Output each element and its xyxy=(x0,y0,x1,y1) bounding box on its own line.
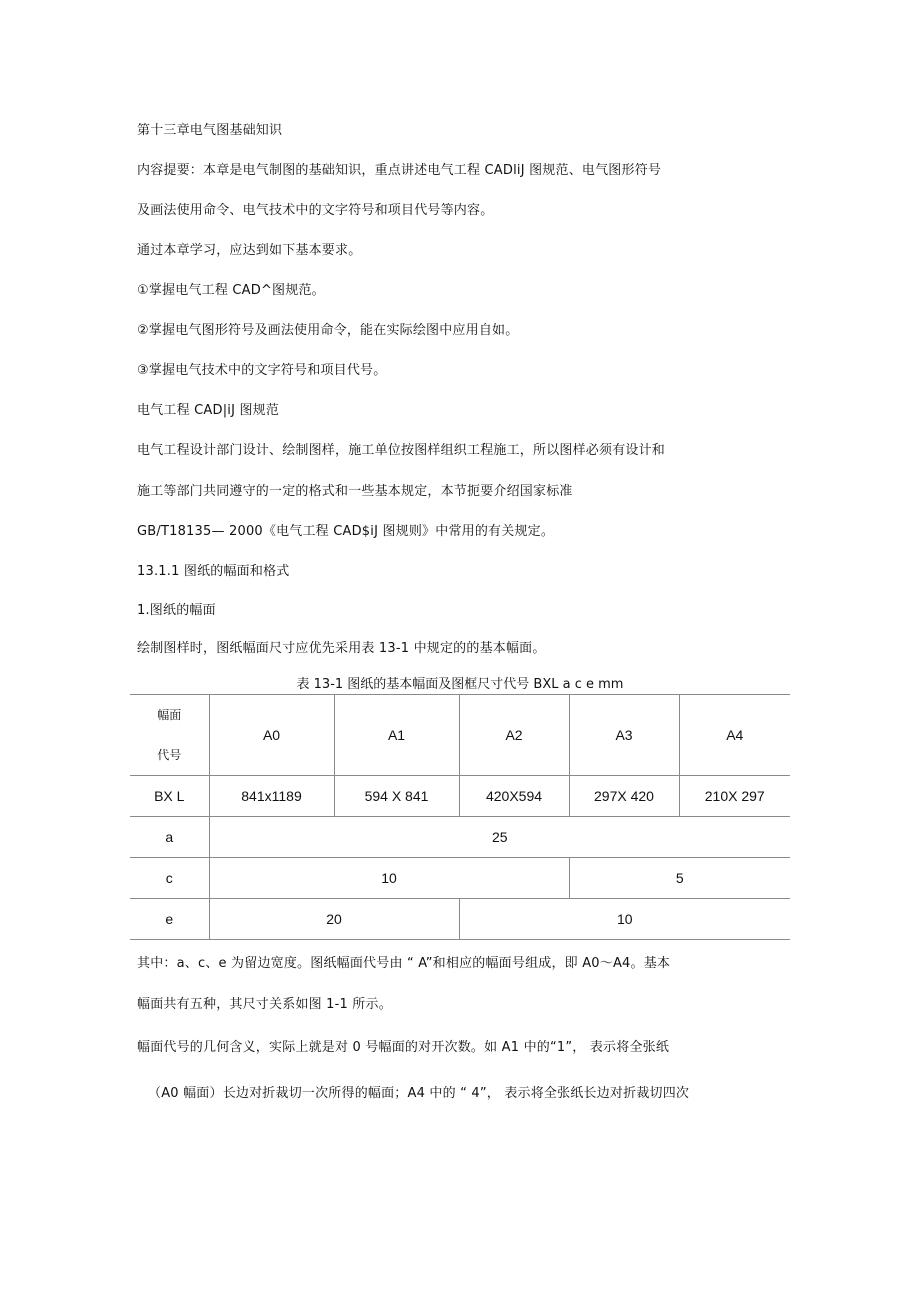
requirement-2: ②掌握电气图形符号及画法使用命令，能在实际绘图中应用自如。 xyxy=(137,323,519,338)
size-a4: 210X 297 xyxy=(679,776,790,817)
c-row xyxy=(130,858,790,899)
a-row xyxy=(130,817,790,858)
requirement-1: ①掌握电气工程 CAD^图规范。 xyxy=(137,283,325,298)
e-label: e xyxy=(130,899,209,940)
e-value-a2-a4: 10 xyxy=(459,899,790,940)
table-intro: 绘制图样时，图纸幅面尺寸应优先采用表 13-1 中规定的的基本幅面。 xyxy=(137,641,546,656)
format-a4: A4 xyxy=(679,695,790,776)
size-a0: 841x1189 xyxy=(209,776,334,817)
standard-reference: GB/T18135— 2000《电气工程 CAD$iJ 图规则》中常用的有关规定。 xyxy=(137,524,555,539)
requirement-3: ③掌握电气技术中的文字符号和项目代号。 xyxy=(137,363,387,378)
size-a2: 420X594 xyxy=(459,776,569,817)
c-value-a3-a4: 5 xyxy=(569,858,790,899)
header-label-cell xyxy=(130,695,209,776)
e-row xyxy=(130,899,790,940)
e-value-a0-a1: 20 xyxy=(209,899,459,940)
explanation-line-3: 幅面代号的几何含义，实际上就是对 0 号幅面的对开次数。如 A1 中的“1”， 表示将全张纸 xyxy=(137,1040,670,1055)
body-line-1: 电气工程设计部门设计、绘制图样，施工单位按图样组织工程施工，所以图样必须有设计和 xyxy=(137,443,666,458)
paper-size-table xyxy=(130,694,790,940)
size-a1: 594 X 841 xyxy=(334,776,459,817)
summary-line-2: 及画法使用命令、电气技术中的文字符号和项目代号等内容。 xyxy=(137,203,494,218)
explanation-line-1: 其中：a、c、e 为留边宽度。图纸幅面代号由 “ A”和相应的幅面号组成，即 A0～A4。基本 xyxy=(137,956,671,971)
size-row xyxy=(130,776,790,817)
size-label: BX L xyxy=(130,776,209,817)
body-line-2: 施工等部门共同遵守的一定的格式和一些基本规定，本节扼要介绍国家标准 xyxy=(137,484,573,499)
format-a2: A2 xyxy=(459,695,569,776)
a-value: 25 xyxy=(209,817,790,858)
requirements-intro: 通过本章学习，应达到如下基本要求。 xyxy=(137,243,362,258)
table-header-row xyxy=(130,695,790,776)
c-label: c xyxy=(130,858,209,899)
section-heading: 电气工程 CAD|iJ 图规范 xyxy=(137,403,280,418)
format-a0: A0 xyxy=(209,695,334,776)
c-value-a0-a2: 10 xyxy=(209,858,569,899)
size-a3: 297X 420 xyxy=(569,776,679,817)
format-a3: A3 xyxy=(569,695,679,776)
a-label: a xyxy=(130,817,209,858)
header-label-bottom: 代号 xyxy=(157,748,182,762)
table-caption: 表 13-1 图纸的基本幅面及图框尺寸代号 BXL a c e mm xyxy=(296,677,624,692)
item-heading: 1.图纸的幅面 xyxy=(137,603,216,618)
summary-line-1: 内容提要：本章是电气制图的基础知识，重点讲述电气工程 CADliJ 图规范、电气图形符号 xyxy=(137,163,662,178)
explanation-line-2: 幅面共有五种，其尺寸关系如图 1-1 所示。 xyxy=(137,997,392,1012)
header-label-top: 幅面 xyxy=(157,708,182,722)
explanation-line-4: （A0 幅面）长边对折裁切一次所得的幅面；A4 中的 “ 4”， 表示将全张纸长边对折裁切四次 xyxy=(148,1086,690,1101)
subsection-heading: 13.1.1 图纸的幅面和格式 xyxy=(137,564,290,579)
chapter-title: 第十三章电气图基础知识 xyxy=(137,123,283,138)
format-a1: A1 xyxy=(334,695,459,776)
